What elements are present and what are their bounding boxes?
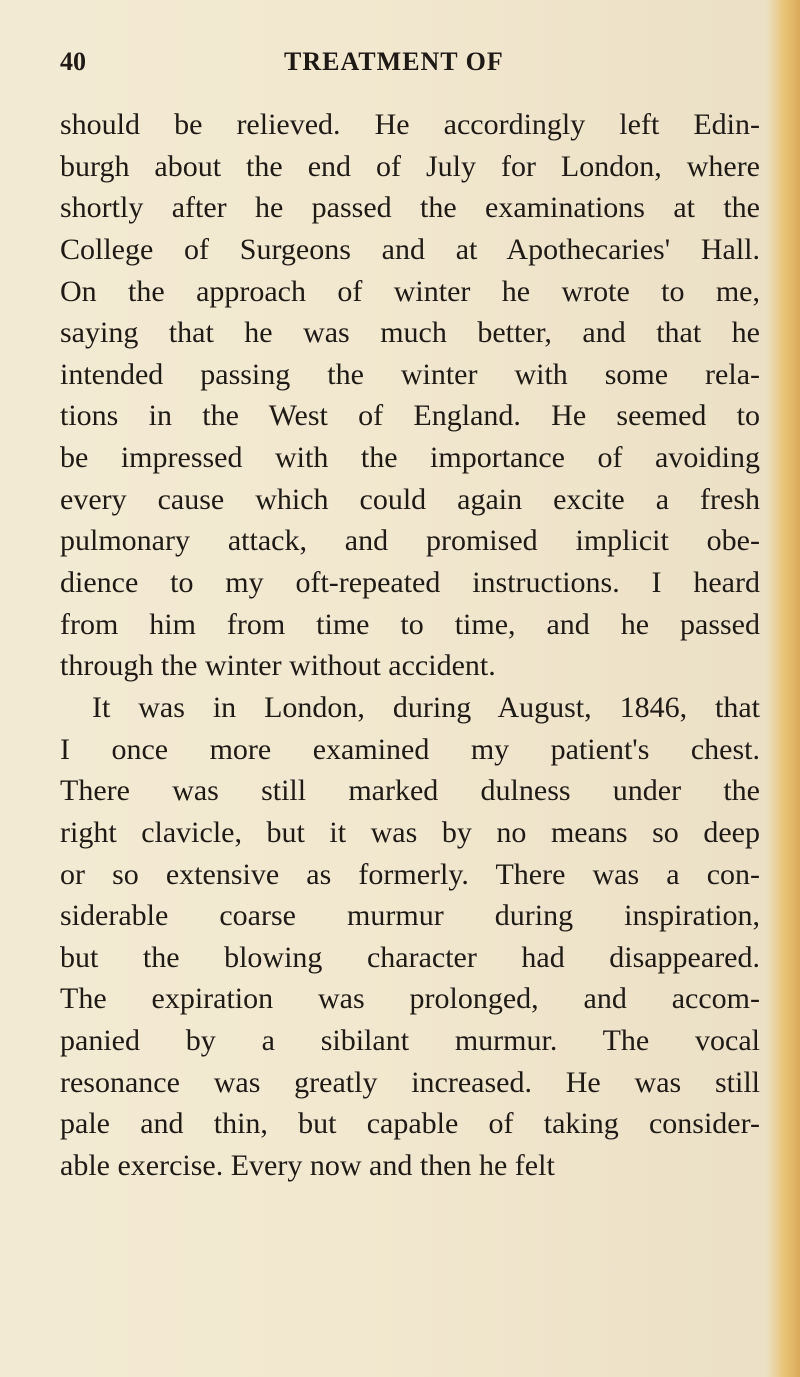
text-line: There was still marked dulness under the bbox=[60, 774, 760, 808]
text-line: should be relieved. He accordingly left Edin- bbox=[60, 108, 760, 141]
text-line: every cause which could again excite a fresh bbox=[60, 482, 760, 516]
text-line: pulmonary attack, and promised implicit obe- bbox=[60, 524, 760, 558]
text-line: but the blowing character had disappeared. bbox=[60, 940, 760, 974]
text-line: burgh about the end of July for London, where bbox=[60, 149, 760, 183]
text-line: On the approach of winter he wrote to me, bbox=[60, 274, 760, 308]
body-text bbox=[60, 104, 760, 1187]
text-line: I once more examined my patient's chest. bbox=[60, 732, 760, 766]
text-line: College of Surgeons and at Apothecaries' Hall. bbox=[60, 232, 760, 266]
page-header bbox=[60, 42, 750, 82]
running-head: TREATMENT OF bbox=[284, 47, 504, 76]
text-line: siderable coarse murmur during inspiration, bbox=[60, 899, 760, 933]
text-line: tions in the West of England. He seemed to bbox=[60, 399, 760, 433]
text-line: saying that he was much better, and that he bbox=[60, 316, 760, 350]
text-line: The expiration was prolonged, and accom- bbox=[60, 982, 760, 1016]
text-line: It was in London, during August, 1846, that bbox=[92, 690, 760, 724]
text-line: through the winter without accident. bbox=[60, 649, 496, 683]
text-line: right clavicle, but it was by no means so deep bbox=[60, 815, 760, 849]
text-line: dience to my oft-repeated instructions. I heard bbox=[60, 566, 760, 600]
text-line: be impressed with the importance of avoiding bbox=[60, 441, 760, 475]
text-line: pale and thin, but capable of taking consider- bbox=[60, 1107, 760, 1141]
text-line: intended passing the winter with some rela- bbox=[60, 357, 760, 391]
page-number: 40 bbox=[60, 47, 86, 76]
text-line: from him from time to time, and he passed bbox=[60, 607, 760, 641]
text-line: or so extensive as formerly. There was a con- bbox=[60, 857, 760, 891]
text-line: panied by a sibilant murmur. The vocal bbox=[60, 1024, 760, 1058]
text-line: shortly after he passed the examinations at the bbox=[60, 191, 760, 225]
text-line: resonance was greatly increased. He was still bbox=[60, 1065, 760, 1099]
text-line: able exercise. Every now and then he felt bbox=[60, 1149, 555, 1183]
page-edge-discoloration bbox=[766, 0, 800, 1377]
